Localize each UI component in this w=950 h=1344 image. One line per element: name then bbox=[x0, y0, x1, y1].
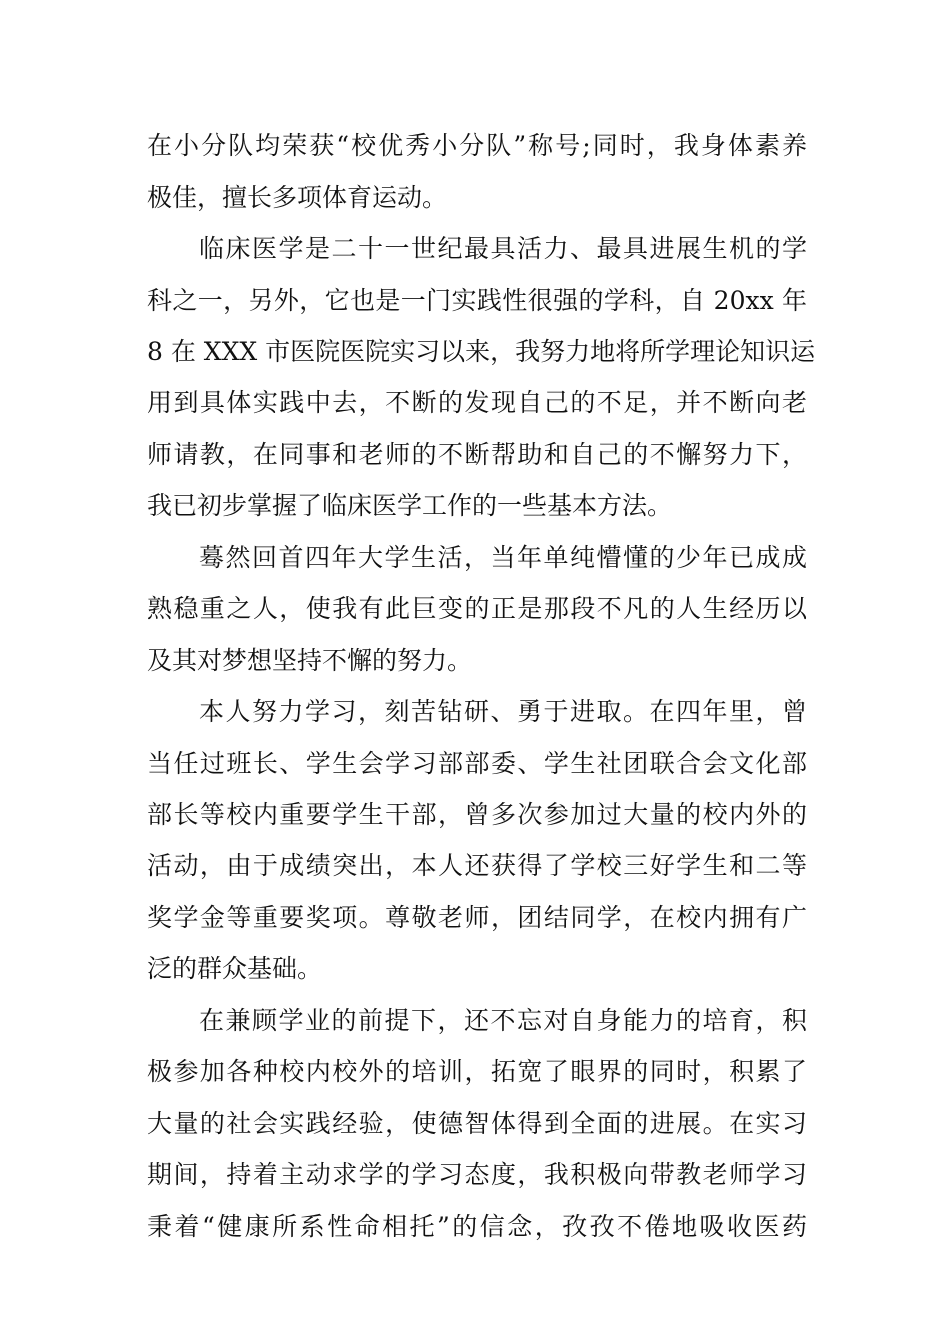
text-line: 泛的群众基础。 bbox=[147, 954, 323, 983]
text-line: 期间，持着主动求学的学习态度，我积极向带教老师学习 bbox=[147, 1160, 807, 1189]
text-line: 熟稳重之人，使我有此巨变的正是那段不凡的人生经历以 bbox=[147, 594, 807, 623]
text-line: 及其对梦想坚持不懈的努力。 bbox=[147, 646, 473, 675]
text-line: 师请教，在同事和老师的不断帮助和自己的不懈努力下， bbox=[147, 440, 807, 469]
text-line: 科之一，另外，它也是一门实践性很强的学科，自 20xx 年 bbox=[147, 286, 807, 315]
text-line: 部长等校内重要学生干部，曾多次参加过大量的校内外的 bbox=[147, 800, 807, 829]
text-line: 在小分队均荣获“校优秀小分队”称号;同时，我身体素养 bbox=[147, 131, 807, 160]
text-line: 奖学金等重要奖项。尊敬老师，团结同学，在校内拥有广 bbox=[147, 903, 807, 932]
text-line: 本人努力学习，刻苦钻研、勇于进取。在四年里，曾 bbox=[199, 697, 807, 726]
text-line: 蓦然回首四年大学生活，当年单纯懵懂的少年已成成 bbox=[199, 543, 807, 572]
text-line: 临床医学是二十一世纪最具活力、最具进展生机的学 bbox=[199, 234, 807, 263]
text-line: 大量的社会实践经验，使德智体得到全面的进展。在实习 bbox=[147, 1109, 807, 1138]
text-line: 极参加各种校内校外的培训，拓宽了眼界的同时，积累了 bbox=[147, 1057, 807, 1086]
text-line: 活动，由于成绩突出，本人还获得了学校三好学生和二等 bbox=[147, 851, 807, 880]
text-line: 极佳，擅长多项体育运动。 bbox=[147, 183, 448, 212]
text-line: 8 在 XXX 市医院医院实习以来，我努力地将所学理论知识运 bbox=[147, 337, 816, 366]
text-line: 秉着“健康所系性命相托”的信念，孜孜不倦地吸收医药 bbox=[147, 1212, 807, 1241]
text-line: 在兼顾学业的前提下，还不忘对自身能力的培育，积 bbox=[199, 1006, 807, 1035]
text-line: 用到具体实践中去，不断的发现自己的不足，并不断向老 bbox=[147, 388, 807, 417]
text-line: 当任过班长、学生会学习部部委、学生社团联合会文化部 bbox=[147, 749, 807, 778]
text-line: 我已初步掌握了临床医学工作的一些基本方法。 bbox=[147, 491, 673, 520]
